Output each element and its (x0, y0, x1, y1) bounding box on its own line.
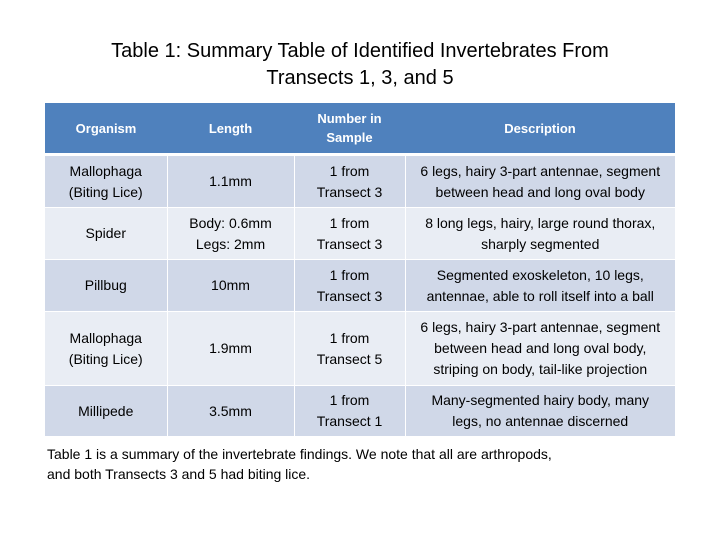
cell-organism: Mallophaga (Biting Lice) (45, 312, 167, 386)
cell-number-in-sample: 1 from Transect 3 (294, 208, 405, 260)
invertebrate-summary-table (45, 103, 675, 437)
cell-length: Body: 0.6mm Legs: 2mm (167, 208, 294, 260)
header-length: Length (167, 103, 294, 155)
cell-number-in-sample: 1 from Transect 1 (294, 386, 405, 437)
cell-description: Many-segmented hairy body, many legs, no antennae discerned (405, 386, 675, 437)
cell-length: 10mm (167, 260, 294, 312)
table-header-row (45, 103, 675, 155)
cell-organism: Millipede (45, 386, 167, 437)
cell-number-in-sample: 1 from Transect 5 (294, 312, 405, 386)
slide-title-line-2: Transects 1, 3, and 5 (266, 67, 454, 89)
slide-title-line-1: Table 1: Summary Table of Identified Invertebrates From (111, 40, 609, 62)
cell-organism: Pillbug (45, 260, 167, 312)
header-description: Description (405, 103, 675, 155)
cell-number-in-sample: 1 from Transect 3 (294, 260, 405, 312)
cell-description: Segmented exoskeleton, 10 legs, antennae, able to roll itself into a ball (405, 260, 675, 312)
header-number-in-sample: Number in Sample (294, 103, 405, 155)
table-row (45, 155, 675, 208)
cell-length: 1.1mm (167, 155, 294, 208)
table-caption: Table 1 is a summary of the invertebrate findings. We note that all are arthropods, and both Transects 3 and 5 had biting lice. (47, 446, 552, 482)
table-row (45, 312, 675, 386)
cell-organism: Mallophaga (Biting Lice) (45, 155, 167, 208)
cell-length: 3.5mm (167, 386, 294, 437)
cell-number-in-sample: 1 from Transect 3 (294, 155, 405, 208)
header-organism: Organism (45, 103, 167, 155)
cell-description: 6 legs, hairy 3-part antennae, segment between head and long oval body (405, 155, 675, 208)
table-row (45, 386, 675, 437)
cell-description: 8 long legs, hairy, large round thorax, sharply segmented (405, 208, 675, 260)
cell-length: 1.9mm (167, 312, 294, 386)
table-row (45, 260, 675, 312)
cell-description: 6 legs, hairy 3-part antennae, segment between head and long oval body, striping on body, tail-like projection (405, 312, 675, 386)
table-row (45, 208, 675, 260)
cell-organism: Spider (45, 208, 167, 260)
slide-title (40, 38, 680, 92)
